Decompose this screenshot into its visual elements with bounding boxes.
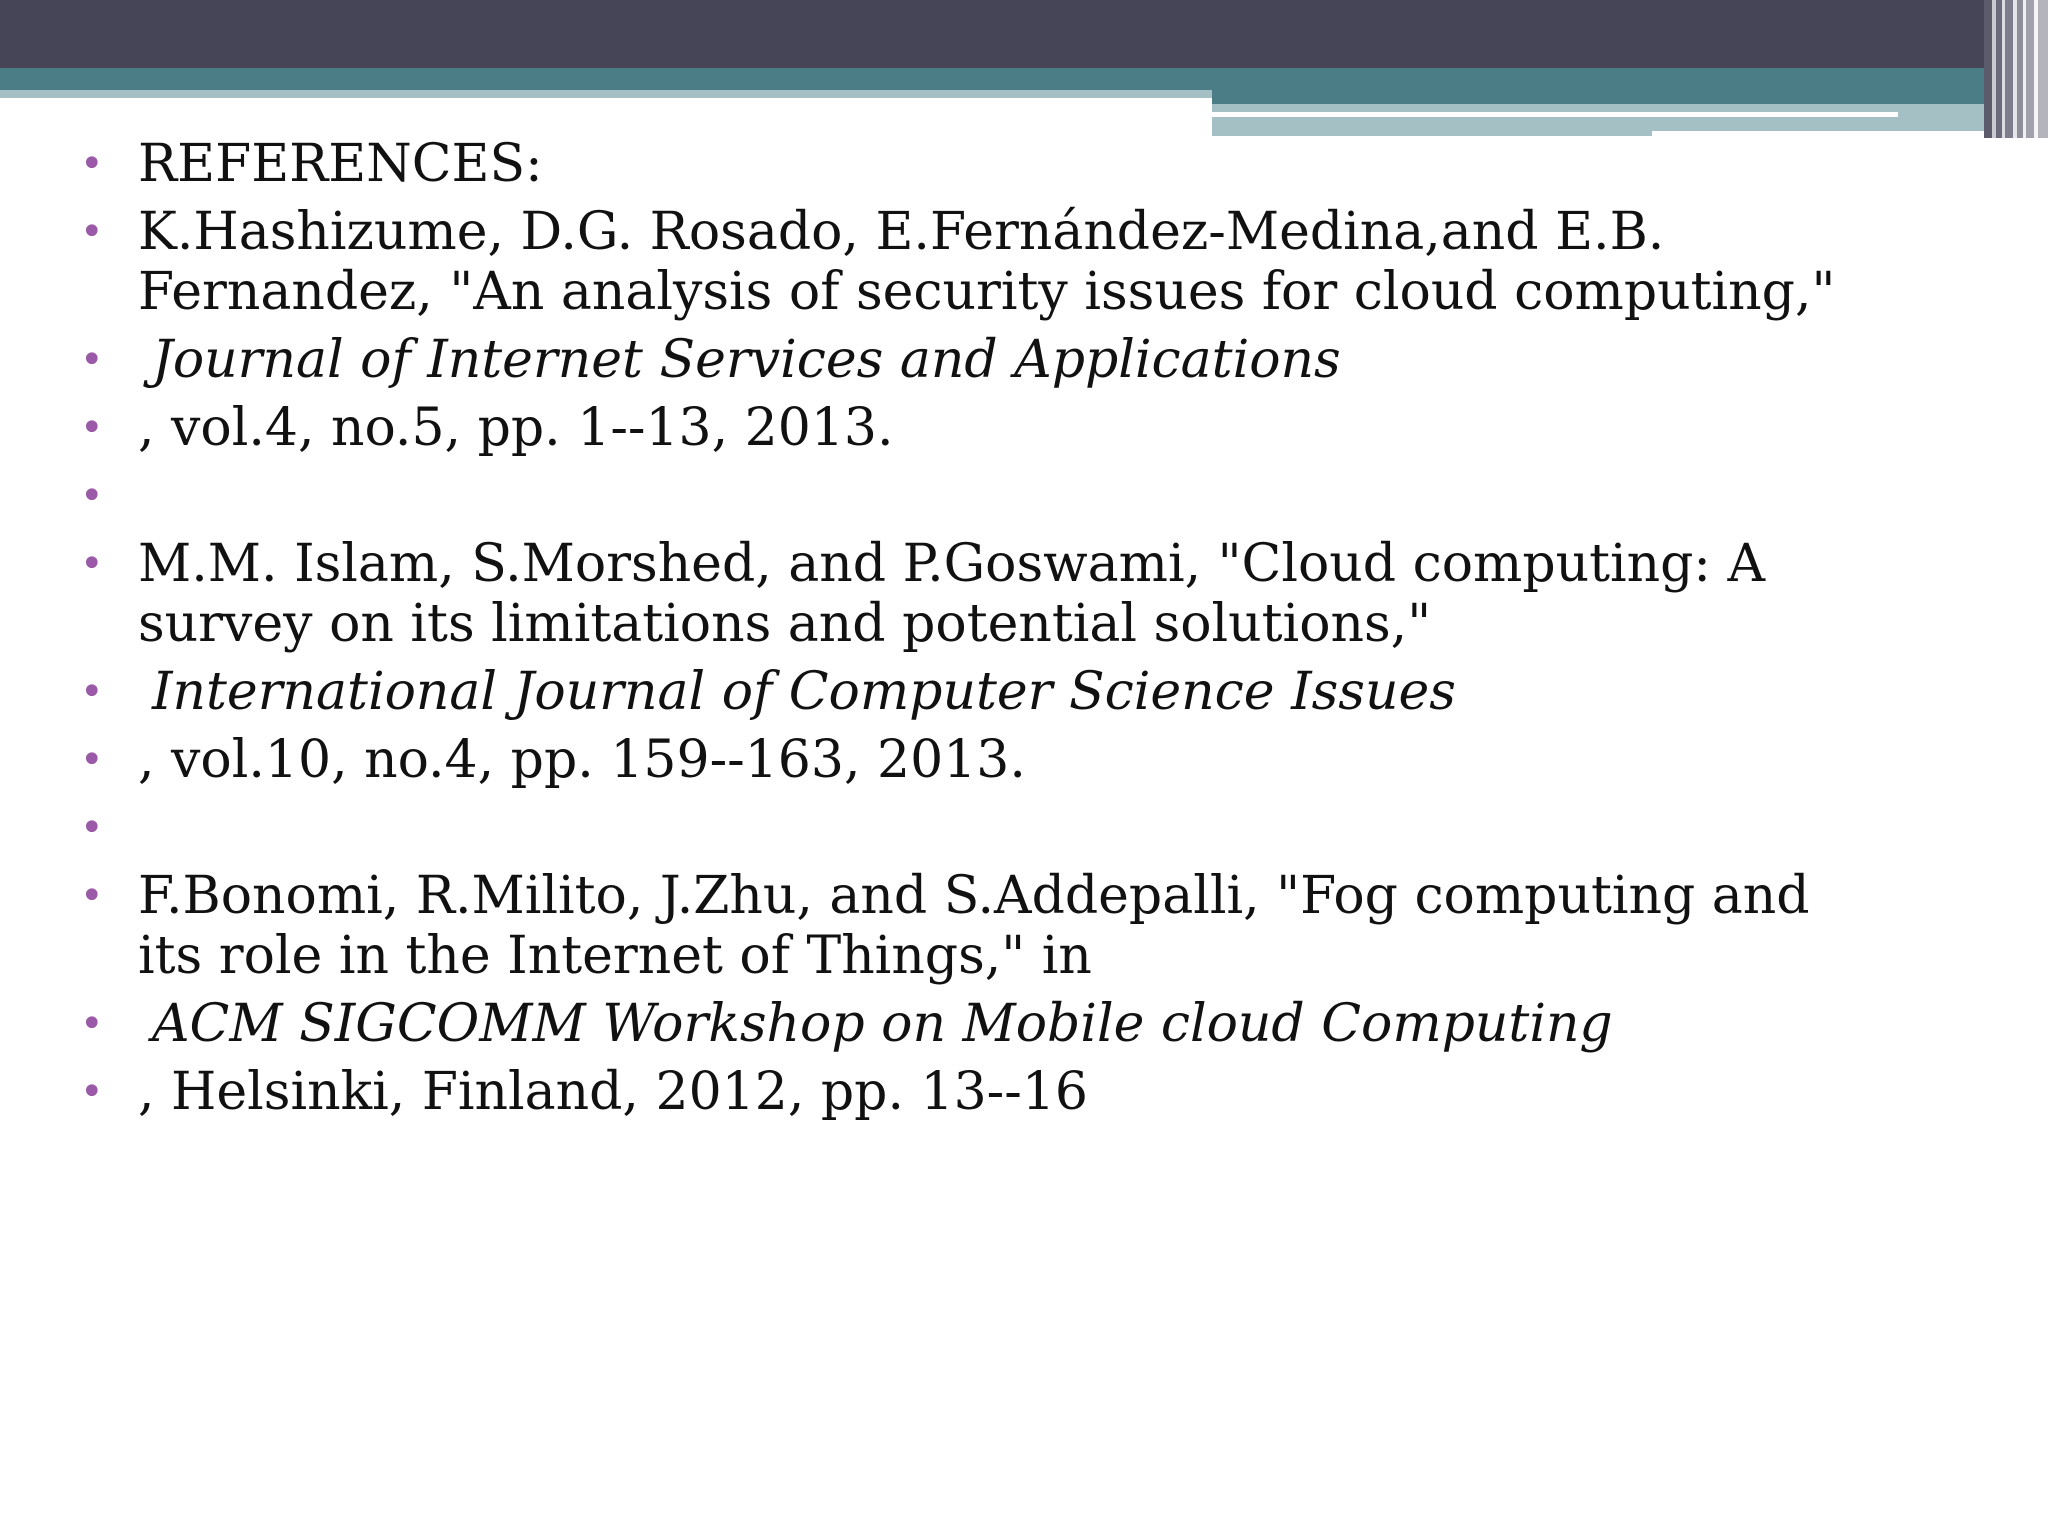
bullet-icon: •	[80, 405, 104, 451]
reference-item	[76, 398, 1836, 458]
header-band-teal	[0, 68, 2048, 90]
bullet-icon: •	[80, 473, 104, 519]
bullet-icon: •	[80, 1001, 104, 1047]
bullet-icon: •	[80, 873, 104, 919]
header-step-teal	[1212, 90, 2048, 104]
bullet-icon: •	[80, 805, 104, 851]
bullet-icon: •	[80, 337, 104, 383]
bullet-icon: •	[80, 1069, 104, 1115]
reference-text: Journal of Internet Services and Applications	[152, 330, 1341, 390]
reference-text: , vol.10, no.4, pp. 159--163, 2013.	[138, 730, 1026, 790]
header-band-light	[0, 90, 1212, 98]
reference-text: ACM SIGCOMM Workshop on Mobile cloud Computing	[152, 994, 1613, 1054]
header-step-line	[1212, 112, 1898, 117]
bullet-icon: •	[80, 541, 104, 587]
header-stripes	[1984, 0, 2048, 138]
reference-item	[76, 466, 1836, 526]
reference-text: International Journal of Computer Science Issues	[152, 662, 1456, 722]
reference-item	[76, 134, 1836, 194]
header-band-dark	[0, 0, 2048, 68]
reference-text: K.Hashizume, D.G. Rosado, E.Fernández-Medina,and E.B. Fernandez, "An analysis of security issues for cloud computing,"	[138, 202, 1836, 322]
reference-item	[76, 1062, 1836, 1122]
reference-text: , vol.4, no.5, pp. 1--13, 2013.	[138, 398, 894, 458]
bullet-icon: •	[80, 141, 104, 187]
reference-text: F.Bonomi, R.Milito, J.Zhu, and S.Addepalli, "Fog computing and its role in the Internet of Things," in	[138, 866, 1810, 986]
bullet-icon: •	[80, 669, 104, 715]
reference-item	[76, 330, 1836, 390]
reference-item	[76, 202, 1836, 322]
reference-item	[76, 662, 1836, 722]
reference-text: , Helsinki, Finland, 2012, pp. 13--16	[138, 1062, 1088, 1122]
reference-item	[76, 534, 1836, 654]
reference-item	[76, 994, 1836, 1054]
bullet-icon: •	[80, 209, 104, 255]
reference-text: REFERENCES:	[138, 134, 543, 194]
reference-item	[76, 730, 1836, 790]
reference-list	[76, 134, 1836, 1130]
reference-item	[76, 798, 1836, 858]
reference-item	[76, 866, 1836, 986]
reference-text: M.M. Islam, S.Morshed, and P.Goswami, "Cloud computing: A survey on its limitations and potential solutions,"	[138, 534, 1766, 654]
bullet-icon: •	[80, 737, 104, 783]
